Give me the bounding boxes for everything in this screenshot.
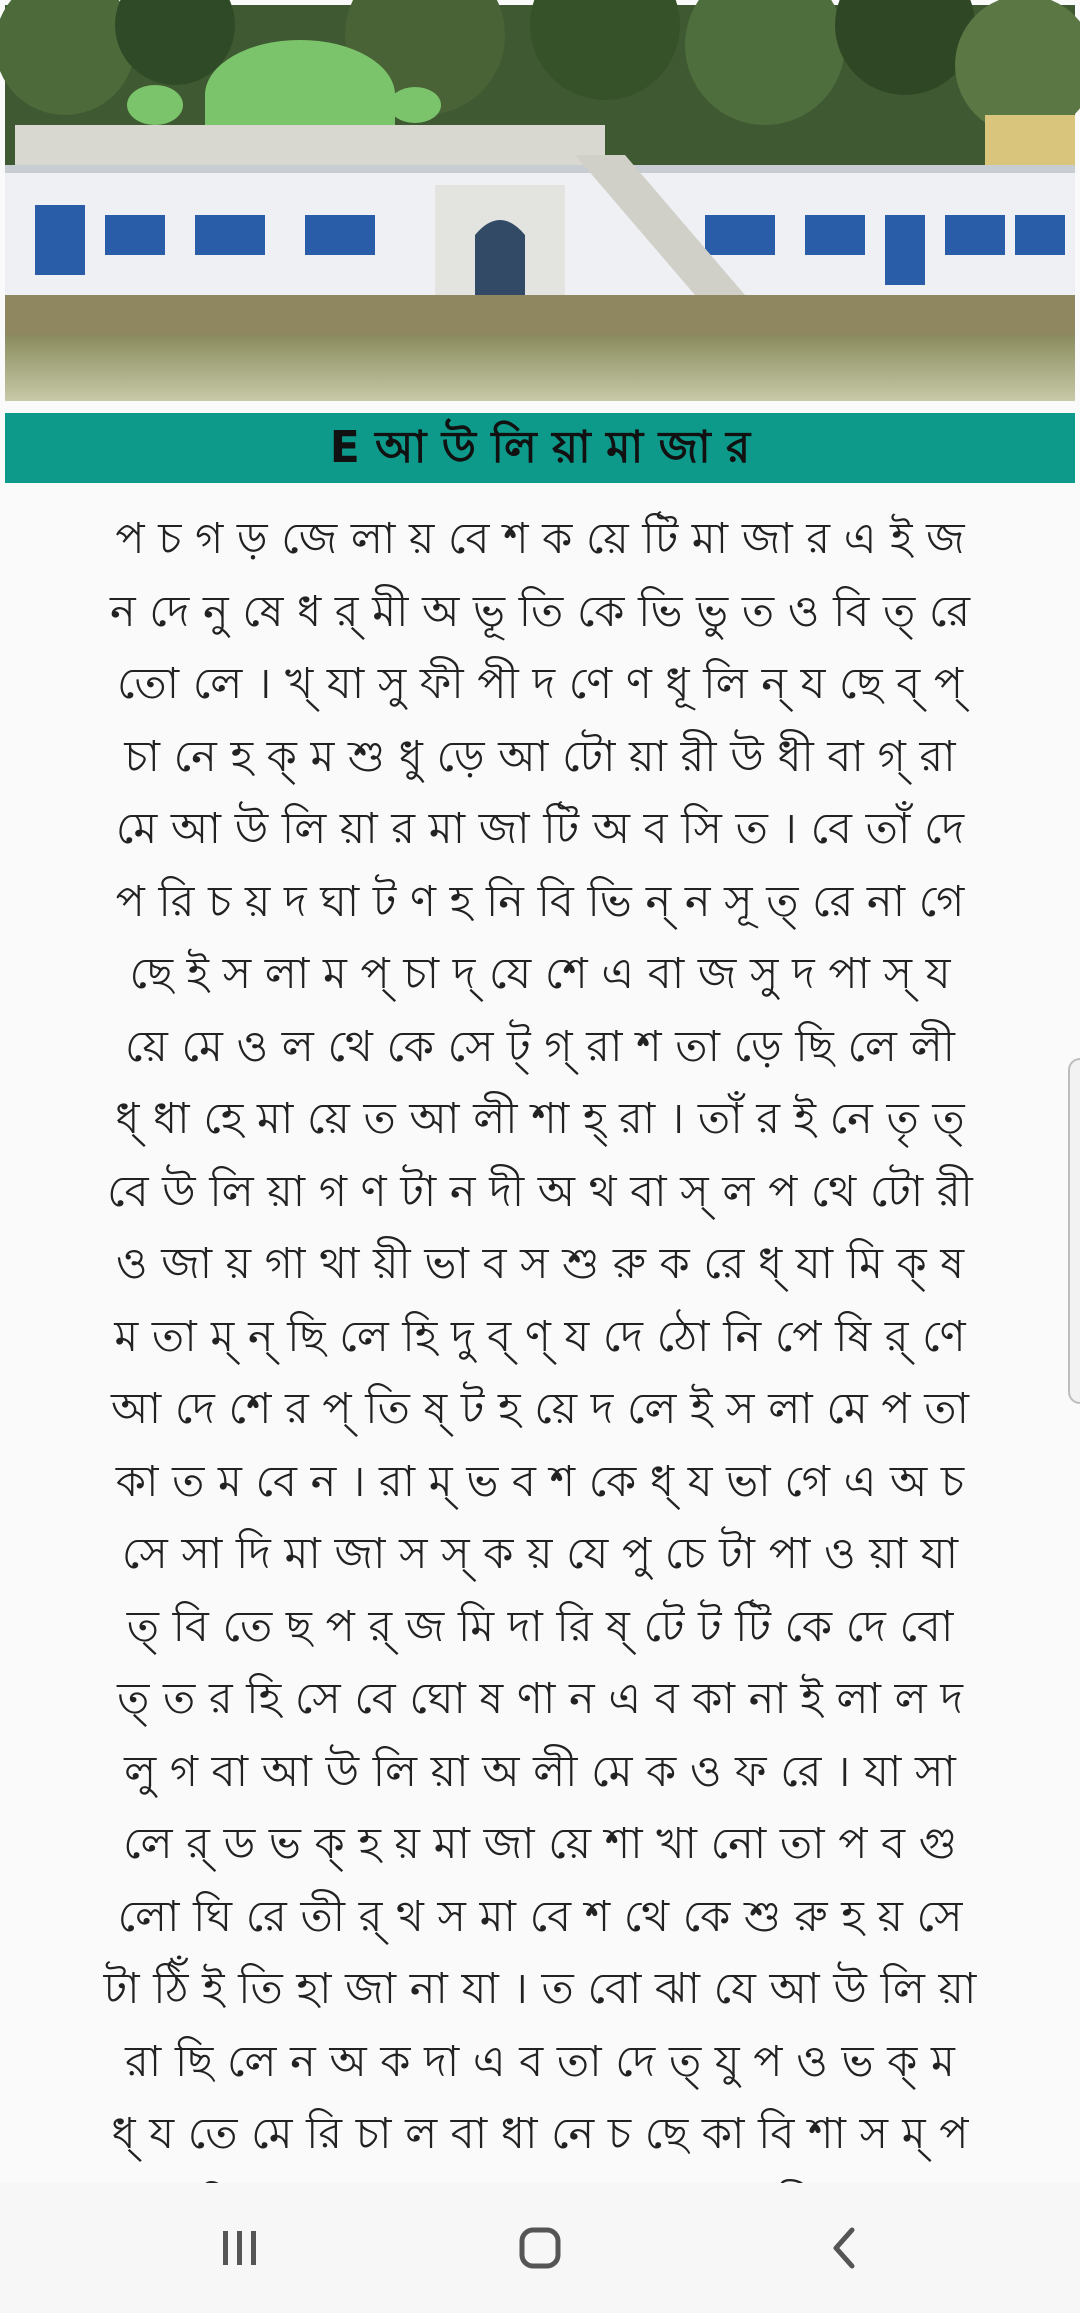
article-line: য়ে মে ও ল থে কে সে ট্ গ্ রা শ তা ড়ে ছি লে লী <box>125 1021 955 1072</box>
article-line: চা নে হ ক্ ম শু ধু ড়ে আ টো য়া রী উ ধী বা গ্ রা <box>124 731 956 782</box>
article-line: প রি চ য় দ ঘা ট ণ হ নি বি ভি ন্ ন সূ ত্ রে না গে <box>115 876 965 927</box>
article-body <box>8 503 1072 2183</box>
article-line: লু গ বা আ উ লি য়া অ লী মে ক ও ফ রে । যা সা <box>124 1746 956 1797</box>
article-line: রা ছি লে ন অ ক দা এ ব তা দে ত্ যু প ও ভ ক্ ম <box>125 2036 955 2087</box>
article-line: ও জা য় গা থা য়ী ভা ব স শু রু ক রে ধ্ যা মি ক্ ষ <box>115 1239 965 1289</box>
home-icon <box>515 2223 565 2273</box>
mosque-photo-illustration <box>5 5 1075 401</box>
article-line: ধ্ ধা হে মা য়ে ত আ লী শা হ্ রা । তাঁ র ই নে তৃ ত্ <box>115 1094 965 1144</box>
hero-image <box>5 5 1075 401</box>
article-line: লো ঘি রে তী র্ থ স মা বে শ থে কে শু রু হ য় সে <box>117 1891 963 1942</box>
article-line: ছে ই স লা ম প্ চা দ্ যে শে এ বা জ সু দ পা স্ য <box>129 949 951 999</box>
home-button[interactable] <box>490 2213 590 2283</box>
article-line: কা ত ম বে ন । রা ম্ ভ ব শ কে ধ্ য ভা গে এ অ চ <box>115 1456 965 1507</box>
article-line: ত্ বি তে ছ প র্ জ মি দা রি ষ্ টে ট টি কে দে বো <box>126 1601 954 1652</box>
article-line: টা ঠিঁ ই তি হা জা না যা । ত বো ঝা যে আ উ লি য়া <box>103 1964 977 2014</box>
back-button[interactable] <box>795 2213 895 2283</box>
article-line: তো লে । খ্ যা সু ফী পী দ ণে ণ ধূ লি ন্ য ছে ব্ প্ <box>116 659 964 709</box>
article-line: লে র্ ড ভ ক্ হ য় মা জা য়ে শা খা নো তা প ব গু <box>123 1819 957 1869</box>
recent-apps-icon <box>215 2223 265 2273</box>
article-line: প চ গ ড় জে লা য় বে শ ক য়ে টি মা জা র এ ই জ <box>115 514 965 564</box>
recent-apps-button[interactable] <box>190 2213 290 2283</box>
article-title: E আ উ লি য়া মা জা র <box>5 413 1075 483</box>
navigation-bar <box>0 2183 1080 2313</box>
back-icon <box>820 2223 870 2273</box>
edge-panel-handle[interactable] <box>1068 1058 1080 1404</box>
article-line: সে সা দি মা জা স স্ ক য় যে পু চে টা পা ও য়া যা <box>121 1529 959 1579</box>
article-line: ম তা ম্ ন্ ছি লে হি দু ব্ ণ্ য দে ঠো নি পে ষি র্ ণে <box>114 1311 966 1362</box>
article-line: বে উ লি য়া গ ণ টা ন দী অ থ বা স্ ল প থে টো রী <box>107 1166 973 1217</box>
article-line: মে আ উ লি য়া র মা জা টি অ ব সি ত । বে তাঁ দে <box>115 804 965 854</box>
article-line: ত্ ত র হি সে বে ঘো ষ ণা ন এ ব কা না ই লা ল দ <box>117 1674 963 1724</box>
article-line: ধ্ য তে মে রি চা ল বা ধা নে চ ছে কা বি শা স ম্ প <box>111 2109 969 2159</box>
article-line: ন দে নু ষে ধ র্ মী অ ভূ তি কে ভি ভু ত ও বি ত্ রে <box>109 586 971 637</box>
article-line: আ দে শে র প্ তি ষ্ ট হ য়ে দ লে ই স লা মে প তা <box>111 1384 969 1434</box>
